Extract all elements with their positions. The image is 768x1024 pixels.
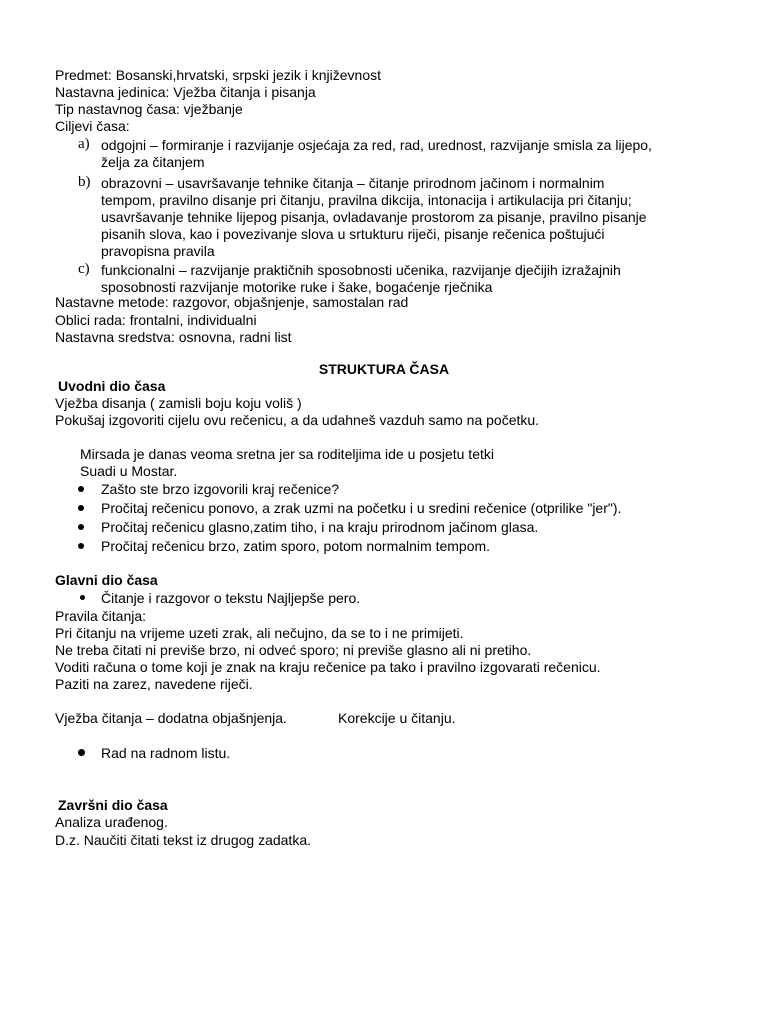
goal-c-line: sposobnosti razvijanje motorike ruke i šake, bogaćenje rječnika <box>101 279 493 295</box>
main-heading: Glavni dio časa <box>55 572 158 588</box>
practice-sentence-line: Suadi u Mostar. <box>80 463 178 479</box>
bullet-icon <box>80 595 85 600</box>
goal-marker-b: b) <box>78 174 91 190</box>
goal-a-line: želja za čitanjem <box>101 154 205 170</box>
reading-rule: Pri čitanju na vrijeme uzeti zrak, ali nečujno, da se to i ne primijeti. <box>55 625 464 641</box>
final-line: Analiza urađenog. <box>55 814 168 830</box>
main-bullet-item: Čitanje i razgovor o tekstu Najljepše pero. <box>101 590 361 606</box>
reading-exercise-text: Vježba čitanja – dodatna objašnjenja. <box>55 710 287 726</box>
worksheet-bullet-item: Rad na radnom listu. <box>101 745 231 761</box>
intro-bullet-item: Zašto ste brzo izgovorili kraj rečenice? <box>101 481 340 497</box>
intro-bullet-item: Pročitaj rečenicu ponovo, a zrak uzmi na početku i u sredini rečenice (otprilike "jer"). <box>101 500 622 516</box>
bullet-icon <box>78 486 84 492</box>
work-forms-line: Oblici rada: frontalni, individualni <box>55 312 257 328</box>
subject-line: Predmet: Bosanski,hrvatski, srpski jezik i književnost <box>55 67 381 83</box>
reading-rule: Paziti na zarez, navedene riječi. <box>55 676 253 692</box>
goal-b-line: pisanih slova, kao i povezivanje slova u srtukturu riječi, pisanje rečenica poštujući <box>101 226 605 242</box>
intro-bullet-item: Pročitaj rečenicu glasno,zatim tiho, i na kraju prirodnom jačinom glasa. <box>101 519 539 535</box>
intro-heading: Uvodni dio časa <box>58 378 166 394</box>
goal-b-line: obrazovni – usavršavanje tehnike čitanja – čitanje prirodnom jačinom i normalnim <box>101 175 605 191</box>
goal-a-line: odgojni – formiranje i razvijanje osjećaja za red, rad, urednost, razvijanje smisla za lijepo, <box>101 137 652 153</box>
reading-rule: Ne treba čitati ni previše brzo, ni odveć sporo; ni previše glasno ali ni pretiho. <box>55 642 532 658</box>
bullet-icon <box>78 543 84 549</box>
reading-rules-heading: Pravila čitanja: <box>55 608 147 624</box>
goals-heading: Ciljevi časa: <box>55 118 130 134</box>
methods-line: Nastavne metode: razgovor, objašnjenje, samostalan rad <box>55 294 409 310</box>
final-heading: Završni dio časa <box>58 797 168 813</box>
practice-sentence-line: Mirsada je danas veoma sretna jer sa roditeljima ide u posjetu tetki <box>80 446 494 462</box>
reading-corrections-text: Korekcije u čitanju. <box>338 710 456 726</box>
goal-b-line: tempom, pravilno disanje pri čitanju, pravilna dikcija, intonacija i artikulacija pri čitanju; <box>101 192 632 208</box>
reading-rule: Voditi računa o tome koji je znak na kraju rečenice pa tako i pravilno izgovarati rečenicu. <box>55 659 601 675</box>
lesson-unit-line: Nastavna jedinica: Vježba čitanja i pisanja <box>55 84 316 100</box>
goal-b-line: pravopisna pravila <box>101 243 215 259</box>
bullet-icon <box>78 524 84 530</box>
homework-line: D.z. Naučiti čitati tekst iz drugog zadatka. <box>55 832 311 848</box>
lesson-type-line: Tip nastavnog časa: vježbanje <box>55 101 243 117</box>
goal-c-line: funkcionalni – razvijanje praktičnih sposobnosti učenika, razvijanje dječijih izražajnih <box>101 262 621 278</box>
goal-b-line: usavršavanje tehnike lijepog pisanja, ovladavanje prostorom za pisanje, pravilno pisanje <box>101 209 647 225</box>
goal-marker-a: a) <box>78 136 90 152</box>
bullet-icon <box>78 749 85 756</box>
teaching-aids-line: Nastavna sredstva: osnovna, radni list <box>55 329 292 345</box>
bullet-icon <box>78 505 84 511</box>
intro-line: Pokušaj izgovoriti cijelu ovu rečenicu, a da udahneš vazduh samo na početku. <box>55 412 540 428</box>
intro-bullet-item: Pročitaj rečenicu brzo, zatim sporo, potom normalnim tempom. <box>101 538 491 554</box>
goal-marker-c: c) <box>78 261 90 277</box>
intro-line: Vježba disanja ( zamisli boju koju voliš ) <box>55 395 302 411</box>
structure-title: STRUKTURA ČASA <box>318 361 450 377</box>
